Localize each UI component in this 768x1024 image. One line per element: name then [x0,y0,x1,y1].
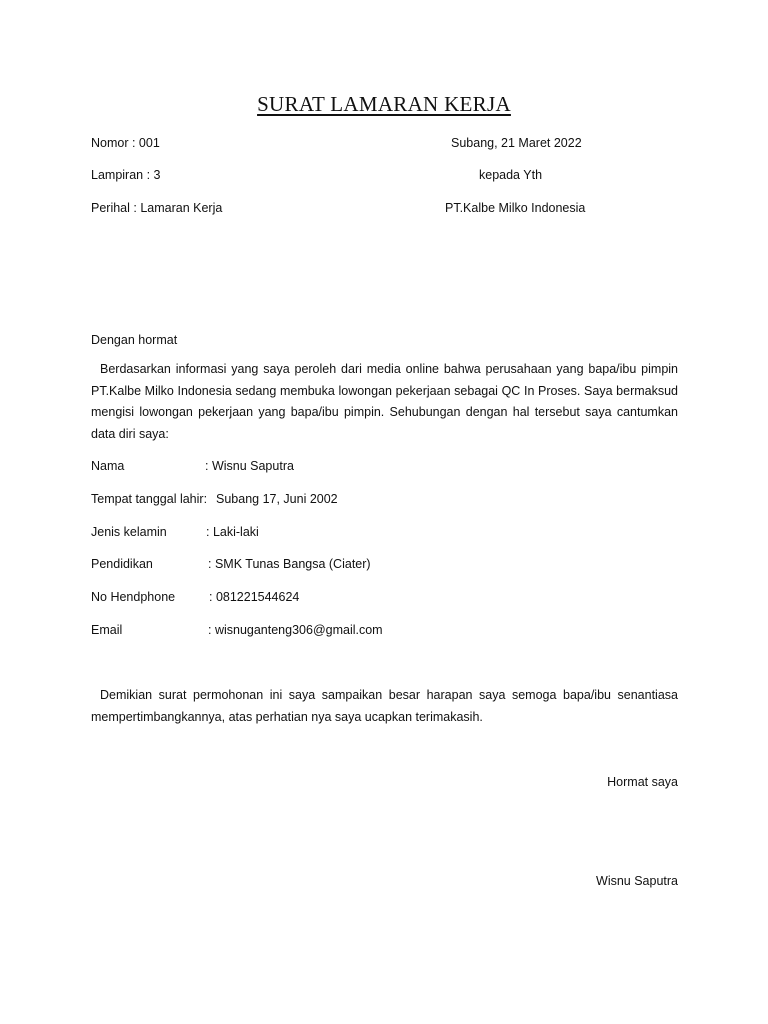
field-label-jenis-kelamin: Jenis kelamin [91,525,167,539]
signature-name: Wisnu Saputra [596,874,678,888]
field-value-ttl: Subang 17, Juni 2002 [216,492,338,506]
letter-title: SURAT LAMARAN KERJA [257,92,511,116]
field-value-jenis-kelamin: : Laki-laki [206,525,259,539]
recipient-company: PT.Kalbe Milko Indonesia [445,201,586,215]
nomor-line: Nomor : 001 [91,136,160,150]
place-date: Subang, 21 Maret 2022 [451,136,582,150]
closing-paragraph: Demikian surat permohonan ini saya sampaikan besar harapan saya semoga bapa/ibu senantiasa mempertimbangkannya, atas perhatian nya saya ucapkan terimakasih. [91,688,678,724]
field-value-hendphone: : 081221544624 [209,590,300,604]
field-label-pendidikan: Pendidikan [91,557,153,571]
field-label-ttl: Tempat tanggal lahir: [91,492,208,506]
field-value-pendidikan: : SMK Tunas Bangsa (Ciater) [208,557,371,571]
opening-paragraph: Berdasarkan informasi yang saya peroleh dari media online bahwa perusahaan yang bapa/ibu pimpin PT.Kalbe Milko Indonesia sedang membuka lowongan pekerjaan sebagai QC In Proses. Saya bermaksud mengisi lowongan pekerjaan yang bapa/ibu pimpin. Sehubungan dengan hal tersebut saya cantumkan data diri saya: [91,362,678,441]
field-label-hendphone: No Hendphone [91,590,176,604]
perihal-line: Perihal : Lamaran Kerja [91,201,223,215]
field-value-email: : wisnuganteng306@gmail.com [208,623,383,637]
salutation: Dengan hormat [91,333,178,347]
sign-off: Hormat saya [607,775,678,789]
field-value-nama: : Wisnu Saputra [205,459,294,473]
lampiran-line: Lampiran : 3 [91,168,161,182]
kepada-line: kepada Yth [479,168,543,182]
field-label-email: Email [91,623,123,637]
field-label-nama: Nama [91,459,125,473]
